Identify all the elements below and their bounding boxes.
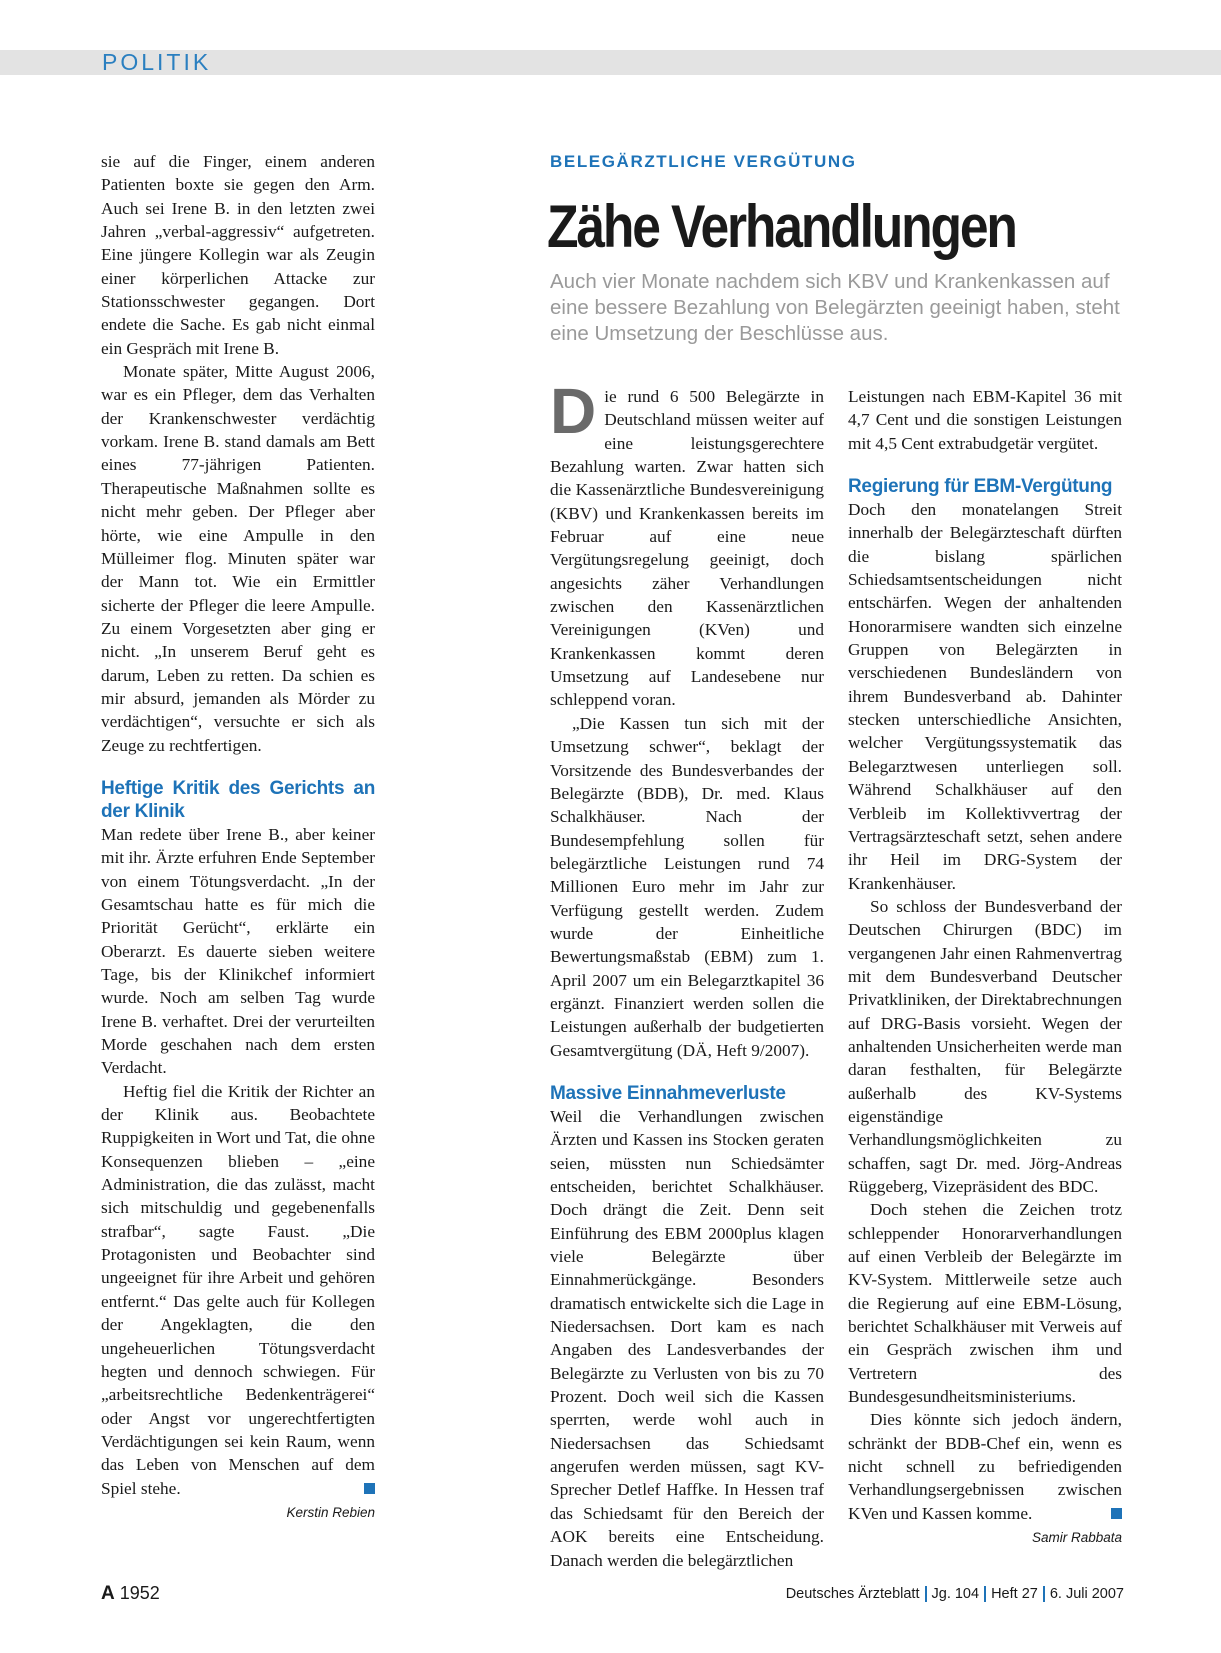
article-title: Zähe Verhandlungen	[547, 193, 1016, 260]
page-number	[101, 1583, 160, 1605]
journal-date: 6. Juli 2007	[1049, 1586, 1124, 1602]
journal-info	[786, 1586, 1124, 1602]
section-label: POLITIK	[102, 49, 212, 75]
paragraph-text: Dies könnte sich jedoch ändern, schränkt der BDB-Chef ein, wenn es nicht schnell zu befriedigenden Verhandlungsergebnissen zwischen KVen und Kassen komme.	[848, 1410, 1122, 1523]
previous-article-column	[101, 150, 375, 1524]
journal-issue: Heft 27	[991, 1586, 1038, 1602]
paragraph	[550, 375, 824, 712]
paragraph: Leistungen nach EBM-Kapitel 36 mit 4,7 Cent und die sonstigen Leistungen mit 4,5 Cent extrabudgetär vergütet.	[848, 387, 1122, 453]
article-kicker: BELEGÄRZTLICHE VERGÜTUNG	[550, 152, 857, 171]
separator	[1043, 1586, 1045, 1602]
article-lead: Auch vier Monate nachdem sich KBV und Krankenkassen auf eine bessere Bezahlung von Belegärzten geeinigt haben, steht eine Umsetzung der Beschlüsse aus.	[550, 270, 1120, 345]
paragraph: Monate später, Mitte August 2006, war es ein Pfleger, dem das Verhalten der Krankenschwester verdächtig vorkam. Irene B. stand damals am Bett eines 77-jährigen Patienten. Therapeutische Maßnahmen sollte es nicht mehr geben. Der Pfleger aber hörte, wie eine Ampulle in den Mülleimer flog. Minuten später war der Mann tot. Wie ein Ermittler sicherte der Pfleger die leere Ampulle. Zu einem Vorgesetzten aber ging er nicht. „In unserem Beruf geht es darum, Leben zu retten. Da schien es mir absurd, jemanden als Mörder zu verdächtigen“, versuchte er sich als Zeuge zu rechtfertigen.	[101, 362, 375, 755]
paragraph: Doch stehen die Zeichen trotz schleppender Honorarverhandlungen auf einen Verbleib der Belegärzte im KV-System. Mittlerweile setze auch die Regierung auf eine EBM-Lösung, berichtet Schalkhäuser mit Verweis auf ein Gespräch zwischen ihm und Vertretern des Bundesgesundheitsministeriums.	[848, 1200, 1122, 1407]
paragraph: Weil die Verhandlungen zwischen Ärzten und Kassen ins Stocken geraten seien, müssten nun Schiedsämter entscheiden, berichtet Schalkhäuser. Doch drängt die Zeit. Denn seit Einführung des EBM 2000plus klagen viele Belegärzte über Einnahmerückgänge. Besonders dramatisch entwickelte sich die Lage in Niedersachsen. Dort kam es nach Angaben des Landesverbandes der Belegärzte zu Verlusten von bis zu 70 Prozent. Doch weil sich die Kassen sperrten, werde wohl auch in Niedersachsen das Schiedsamt angerufen werden müssen, sagt KV-Sprecher Detlef Haffke. In Hessen traf das Schiedsamt für den Bereich der AOK bereits eine Entscheidung. Danach werden die belegärztlichen	[550, 1106, 824, 1570]
subheading: Heftige Kritik des Gerichts an der Klinik	[101, 777, 375, 822]
paragraph: So schloss der Bundesverband der Deutschen Chirurgen (BDC) im vergangenen Jahr einen Rahmenvertrag mit dem Bundesverband Deutscher Privatkliniken, der Direktabrechnungen auf DRG-Basis vorsieht. Wegen der anhaltenden Unsicherheiten werde man daran festhalten, für Belegärzte außerhalb des KV-Systems eigenständige Verhandlungsmöglichkeiten zu schaffen, sagt Dr. med. Jörg-Andreas Rüggeberg, Vizepräsident des BDC.	[848, 896, 1123, 1196]
subheading: Massive Einnahmeverluste	[550, 1082, 786, 1104]
paragraph	[848, 1408, 1122, 1525]
article-column-3	[848, 385, 1122, 1549]
paragraph: „Die Kassen tun sich mit der Umsetzung schwer“, beklagt der Vorsitzende des Bundesverbandes der Belegärzte (BDB), Dr. med. Klaus Schalkhäuser. Nach der Bundesempfehlung sollen für belegärztliche Leistungen rund 74 Millionen Euro mehr im Jahr zur Verfügung gestellt werden. Zudem wurde der Einheitliche Bewertungsmaßstab (EBM) zum 1. April 2007 um ein Belegarztkapitel 36 ergänzt. Finanziert werden sollen die Leistungen außerhalb der budgetierten Gesamtvergütung (DÄ, Heft 9/2007).	[550, 713, 824, 1060]
paragraph	[101, 1080, 375, 1500]
end-of-article-icon	[1111, 1508, 1122, 1519]
author-byline: Samir Rabbata	[1031, 1530, 1122, 1546]
paragraph: Doch den monatelangen Streit innerhalb der Belegärzteschaft dürften die bislang spärlichen Schiedsamtsentscheidungen nicht entschärfen. Wegen der anhaltenden Honorarmisere wandten sich einzelne Gruppen von Belegärzten in verschiedenen Bundesländern von ihrem Bundesverband ab. Dahinter stecken unterschiedliche Ansichten, welcher Vergütungssystematik das Belegarztwesen unterliegen soll. Während Schalkhäuser auf den Verbleib im Kollektivvertrag der Vertragsärzteschaft setzt, sehen andere ihr Heil im DRG-System der Krankenhäuser.	[848, 500, 1122, 893]
subheading: Regierung für EBM-Vergütung	[848, 476, 1113, 498]
paragraph-text: Heftig fiel die Kritik der Richter an der Klinik aus. Beobachtete Ruppigkeiten in Wort und Tat, die ohne Konsequenzen blieben – „eine Administration, die das zulässt, macht sich mitschuldig und gegebenenfalls strafbar“, sagte Faust. „Die Protagonisten und Beobachter sind ungeeignet für ihre Arbeit und gehören entfernt.“ Das gelte auch für Kollegen der Angeklagten, die den ungeheuerlichen Tötungsverdacht hegten und dennoch schwiegen. Für „arbeitsrechtliche Bedenkenträgerei“ oder Angst vor ungerechtfertigten Verdächtigungen sei kein Raum, wenn das Leben von Menschen auf dem Spiel stehe.	[101, 1081, 375, 1498]
drop-cap: D	[550, 375, 597, 447]
journal-volume: Jg. 104	[931, 1586, 980, 1602]
paragraph: sie auf die Finger, einem anderen Patienten boxte sie gegen den Arm. Auch sei Irene B. in den letzten zwei Jahren „verbal-aggressiv“ aufgetreten. Eine jüngere Kollegin war als Zeugin einer körperlichen Attacke zur Stationsschwester gegangen. Dort endete die Sache. Es gab nicht einmal ein Gespräch mit Irene B.	[101, 152, 375, 358]
page-number-value: 1952	[119, 1583, 160, 1603]
journal-name: Deutsches Ärzteblatt	[785, 1586, 920, 1602]
paragraph: Man redete über Irene B., aber keiner mit ihr. Ärzte erfuhren Ende September von einem Tötungsverdacht. „In der Gesamtschau hatte es für mich die Priorität Gerücht“, erklärte ein Oberarzt. Es dauerte sieben weitere Tage, bis der Klinikchef informiert wurde. Noch am selben Tag wurde Irene B. verhaftet. Drei der verurteilten Morde geschahen nach dem ersten Verdacht.	[101, 824, 375, 1078]
author-byline: Kerstin Rebien	[286, 1504, 375, 1520]
page-prefix: A	[101, 1583, 115, 1604]
separator	[984, 1586, 986, 1602]
end-of-article-icon	[364, 1483, 375, 1494]
article-column-2	[550, 375, 824, 1572]
separator	[925, 1586, 927, 1602]
paragraph-text: ie rund 6 500 Belegärzte in Deutschland müssen weiter auf eine leistungsgerechtere Bezahlung warten. Zwar hatten sich die Kassenärztliche Bundesvereinigung (KBV) und Krankenkassen bereits im Februar auf eine neue Vergütungsregelung geeinigt, doch angesichts zäher Verhandlungen zwischen den Kassenärztlichen Vereinigungen (KVen) und Krankenkassen kommt deren Umsetzung auf Landesebene nur schleppend voran.	[550, 387, 824, 710]
